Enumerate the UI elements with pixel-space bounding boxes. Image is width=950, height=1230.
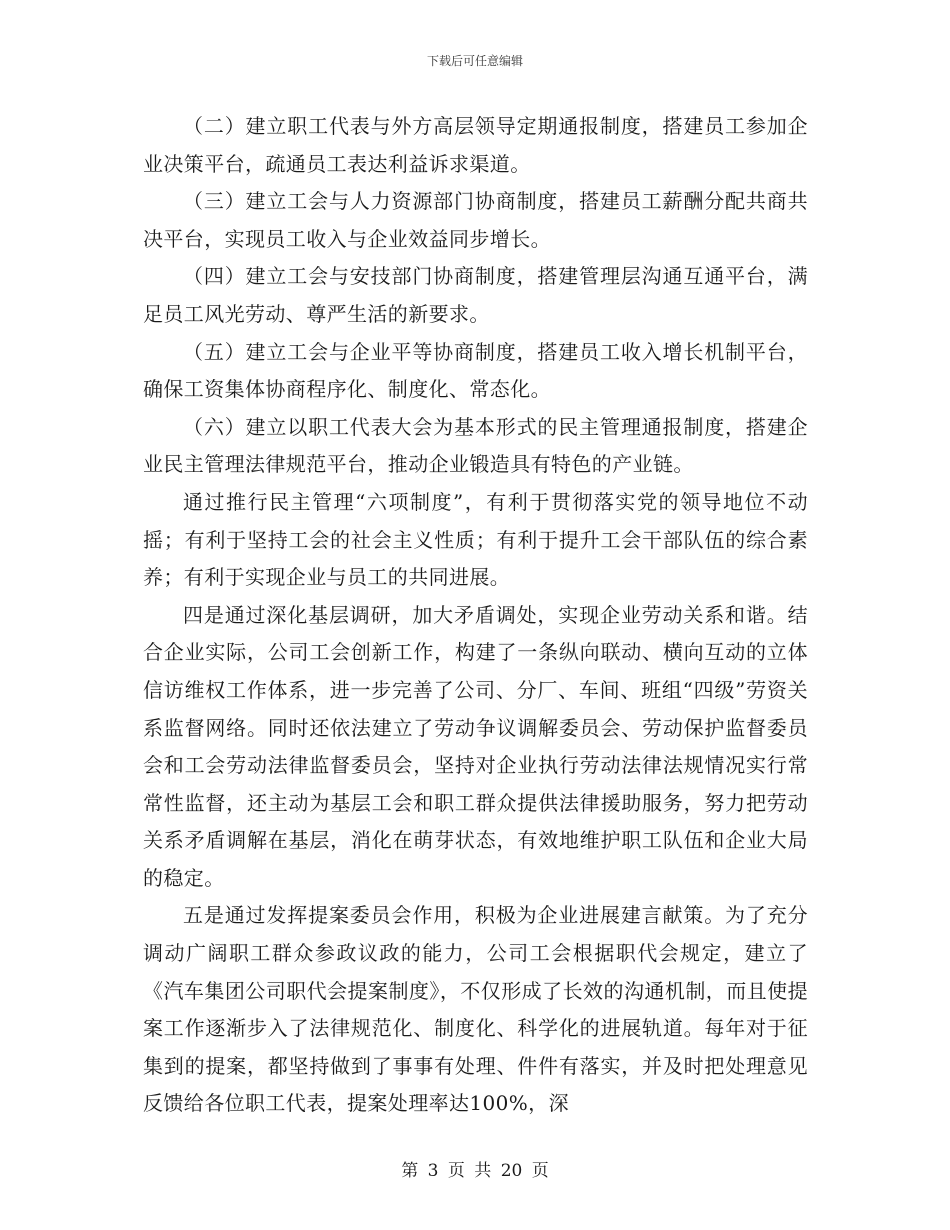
paragraph-5: （五）建立工会与企业平等协商制度，搭建员工收入增长机制平台，确保工资集体协商程序化、制度化、常态化。 <box>143 339 808 402</box>
document-body <box>143 108 808 1123</box>
header-note: 下载后可任意编辑 <box>426 54 523 68</box>
paragraph-2: （二）建立职工代表与外方高层领导定期通报制度，搭建员工参加企业决策平台，疏通员工表达利益诉求渠道。 <box>143 114 808 176</box>
paragraph-3: （三）建立工会与人力资源部门协商制度，搭建员工薪酬分配共商共决平台，实现员工收入与企业效益同步增长。 <box>143 189 808 251</box>
paragraph-4: （四）建立工会与安技部门协商制度，搭建管理层沟通互通平台，满足员工风光劳动、尊严生活的新要求。 <box>143 264 808 326</box>
page-number: 第 3 页 共 20 页 <box>401 1161 549 1181</box>
paragraph-6: （六）建立以职工代表大会为基本形式的民主管理通报制度，搭建企业民主管理法律规范平台，推动企业锻造具有特色的产业链。 <box>143 414 808 477</box>
paragraph-point-four: 四是通过深化基层调研，加大矛盾调处，实现企业劳动关系和谐。结合企业实际，公司工会创新工作，构建了一条纵向联动、横向互动的立体信访维权工作体系，进一步完善了公司、分厂、车间、班组“四级”劳资关系监督网络。同时还依法建立了劳动争议调解委员会、劳动保护监督委员会和工会劳动法律监督委员会，坚持对企业执行劳动法律法规情况实行常常性监督，还主动为基层工会和职工群众提供法律援助服务，努力把劳动关系矛盾调解在基层，消化在萌芽状态，有效地维护职工队伍和企业大局的稳定。 <box>143 602 808 890</box>
paragraph-point-five: 五是通过发挥提案委员会作用，积极为企业进展建言献策。为了充分调动广阔职工群众参政议政的能力，公司工会根据职代会规定，建立了《汽车集团公司职代会提案制度》，不仅形成了长效的沟通机制，而且使提案工作逐渐步入了法律规范化、制度化、科学化的进展轨道。每年对于征集到的提案，都坚持做到了事事有处理、件件有落实，并及时把处理意见反馈给各位职工代表，提案处理率达100%，深 <box>143 903 808 1116</box>
paragraph-six-systems-summary: 通过推行民主管理“六项制度”，有利于贯彻落实党的领导地位不动摇；有利于坚持工会的社会主义性质；有利于提升工会干部队伍的综合素养；有利于实现企业与员工的共同进展。 <box>143 489 808 590</box>
